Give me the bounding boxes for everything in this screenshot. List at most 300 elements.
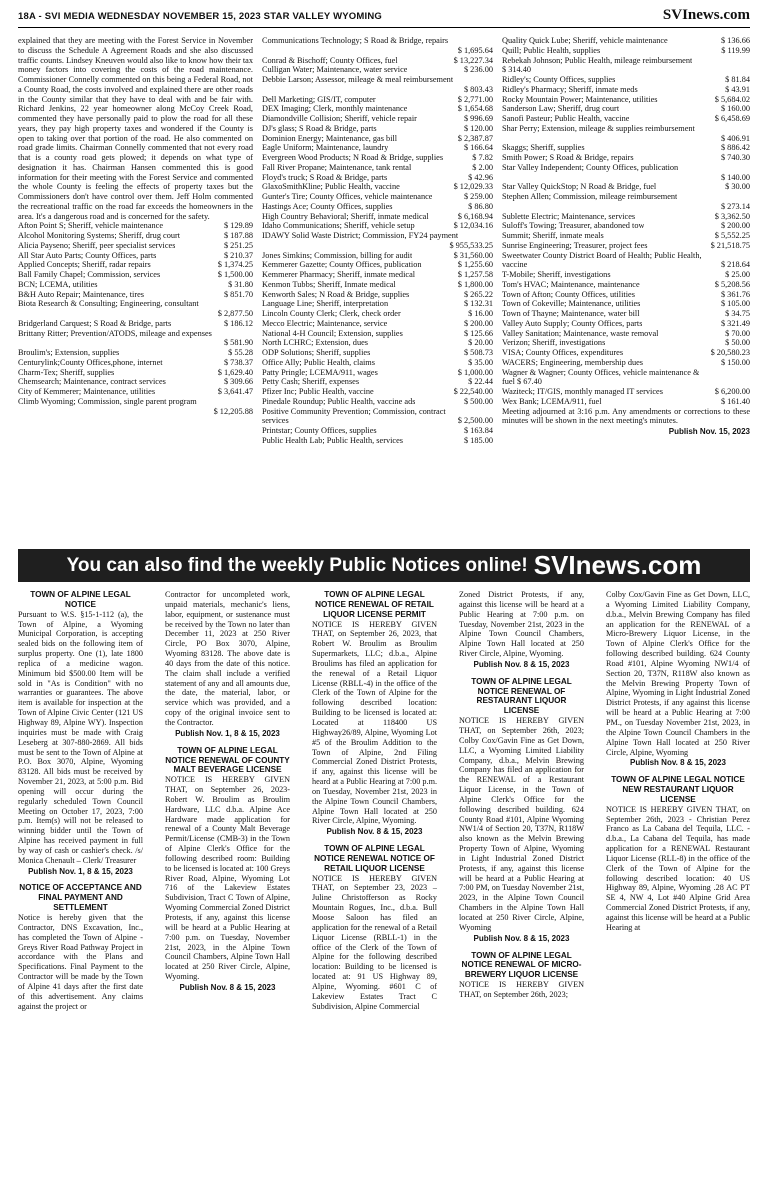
claim-entry	[502, 377, 750, 387]
claim-amount: $ 20,580.23	[710, 348, 750, 357]
claim-entry	[502, 202, 750, 212]
claim-amount: $ 406.91	[720, 133, 750, 143]
claim-amount: $ 16.00	[468, 309, 493, 318]
claim-entry	[262, 368, 493, 378]
claim-entry	[502, 46, 750, 56]
claim-payee: T-Mobile; Sheriff, investigations	[502, 270, 611, 279]
claim-payee: Kenworth Sales; N Road & Bridge, supplies	[262, 289, 410, 299]
claims-list	[18, 221, 253, 416]
claim-entry	[262, 319, 493, 329]
claim-payee: IDAWY Solid Waste District; Commission, FY24 payment	[262, 231, 459, 240]
page-header	[18, 6, 750, 28]
notice-heading: TOWN OF ALPINE LEGAL NOTICE RENEWAL OF COUNTY MALT BEVERAGE LICENSE	[165, 745, 290, 775]
claim-payee: Skaggs; Sheriff, supplies	[502, 143, 585, 153]
minutes-column-3	[502, 36, 750, 546]
claim-entry	[18, 270, 253, 280]
claim-amount: $ 6,458.69	[714, 114, 750, 123]
claim-entry	[18, 387, 253, 397]
claim-entry	[18, 407, 253, 417]
claim-amount: $ 30.00	[725, 182, 750, 192]
claim-entry	[18, 299, 253, 309]
claim-entry	[18, 329, 253, 339]
claim-amount: $ 150.00	[720, 357, 750, 367]
notice-heading: TOWN OF ALPINE LEGAL NOTICE NEW RESTAURANT LIQUOR LICENSE	[611, 775, 745, 804]
claim-amount: $ 86.80	[468, 201, 493, 211]
claim-payee: Town of Afton; County Offices, utilities	[502, 289, 635, 299]
claim-entry	[262, 260, 493, 270]
claim-payee: Verizon; Sheriff, investigations	[502, 338, 606, 348]
claim-amount: $ 120.00	[463, 123, 493, 133]
claim-payee: Petty Cash; Sheriff, expenses	[262, 377, 360, 387]
claim-entry	[502, 348, 750, 358]
online-notices-banner	[18, 549, 750, 582]
claim-entry	[502, 270, 750, 280]
claim-amount: $ 1,629.40	[217, 367, 253, 377]
claim-amount: $ 3,641.47	[217, 387, 253, 396]
claim-entry	[262, 46, 493, 56]
claim-entry	[262, 153, 493, 163]
claim-payee: Charm-Tex; Sheriff, supplies	[18, 367, 115, 377]
claim-amount: $ 2.00	[472, 162, 493, 172]
claim-amount: $ 13,227.34	[453, 55, 493, 65]
claim-entry	[502, 95, 750, 105]
claim-payee: DEX Imaging; Clerk, monthly maintenance	[262, 104, 408, 114]
claim-payee: Smith Power; S Road & Bridge, repairs	[502, 153, 634, 162]
claim-payee: Eagle Uniform; Maintenance, laundry	[262, 143, 389, 153]
notice-body: Notice is hereby given that the Contractor, DNS Excavation, Inc., has completed the Town of Alpine - Greys River Road Pathway Project in accordance with the Plans and Specifications. Final Payment to the Contractor will be made by the Town of Alpine 41 days after the first date of this advertisement. Any claims against the project or	[18, 913, 143, 1011]
claim-payee: Waziteck; IT/GIS, monthly managed IT services	[502, 387, 663, 396]
claim-amount: $ 2,877.50	[217, 309, 253, 318]
claim-payee: Pinedale Roundup; Public Health, vaccine ads	[262, 396, 416, 406]
claim-payee: Printstar; County Offices, supplies	[262, 426, 377, 435]
claim-amount: $ 129.89	[223, 221, 253, 231]
notice-column-4	[459, 590, 584, 1000]
claim-entry	[502, 368, 750, 378]
claim-entry	[262, 182, 493, 192]
claim-payee: Dominion Energy; Maintenance, gas bill	[262, 133, 398, 143]
claim-amount: $ 5,684.02	[714, 94, 750, 104]
claim-amount: $ 81.84	[725, 75, 750, 84]
claim-payee: Fall River Propane; Maintenance, tank rental	[262, 162, 412, 172]
claim-payee: Lincoln County Clerk; Clerk, check order	[262, 309, 401, 318]
claim-amount: $ 6,200.00	[714, 387, 750, 396]
claim-amount: $ 119.99	[721, 45, 750, 55]
claim-payee: Idaho Communications; Sheriff, vehicle setup	[262, 221, 415, 231]
claim-entry	[262, 104, 493, 114]
claim-entry	[18, 348, 253, 358]
notice-heading: TOWN OF ALPINE LEGAL NOTICE	[30, 590, 131, 609]
claim-amount: $ 105.00	[720, 299, 750, 309]
claim-payee: Office Ally; Public Health, claims	[262, 357, 375, 367]
claim-amount: $ 200.00	[720, 221, 750, 231]
minutes-text: explained that they are meeting with the Forest Service in November to discuss the Schedule A Agreement Roads and she also discussed traffic counts. Lindsey Kneuven would also like to know how their tax money factors into covering the costs of the road maintenance. Commissioner Connelly commented on this being a Federal Road, not a County Road, the costs involved and explained there are other roads in the County similar that they have to deal with and be fair with. Richard Jenkins, 22 year homeowner along McCoy Creek Road, commented they have personally paid to plow the road for all these years, they pay high property taxes and wondered if the County is open to taking over that portion of the road. He also commented on road grade limits. Chairman Connelly commented that not every road that is a county road gets plowed; it depends on what type of designation it has. Chairman Hansen commented this is good information for their meeting with the Forest Service and commented the whole County is feeling the effects of property taxes but the Commissioners don't have control over them. Jeff Holm commented the recreational traffic on the road far exceeds the homeowners in the area. It's a dangerous road and is concerned for the safety.	[18, 36, 253, 221]
claim-payee: Sublette Electric; Maintenance, services	[502, 211, 636, 221]
claim-amount: $ 161.40	[720, 396, 750, 406]
claim-payee: Hastings Ace; County Offices, supplies	[262, 201, 393, 211]
notice-body: Pursuant to W.S. §15-1-112 (a), the Town of Alpine, a Wyoming Municipal Corporation, is accepting sealed bids on the following item of surplus property. One (1), late 1800 replica of a medicine wagon. Minimum bid $500.00 Item will be sold in "As is Condition" with no warranties or guarantees. The above item is available for inspection at the Town of Alpine Civic Center (121 US Highway 89, Alpine WY). Inspection inquiries must be made with Craig Leseberg at 307-880-2869. All bids must be sent to the Town of Alpine at P.O. Box 3070, Alpine, Wyoming 83128. All bids must be received by November 21, 2023, at 5:00 p.m. Bid opening will occur during the regularly scheduled Town Council Meeting on October 17, 2023, 7:00 p.m. Item(s) will not be released to winning bidder until the Town of Alpine has received payment in full by way of cash or cashier's check. /s/ Monica Chenault – Clerk/ Treasurer	[18, 609, 143, 865]
claim-payee: Jones Simkins; Commission, billing for audit	[262, 250, 413, 260]
claim-payee: Positive Community Prevention; Commission, contract	[262, 406, 446, 416]
claim-entry	[18, 368, 253, 378]
notice-heading: TOWN OF ALPINE LEGAL NOTICE RENEWAL OF RESTAURANT LIQUOR LICENSE	[471, 676, 572, 716]
claim-entry	[18, 319, 253, 329]
claim-entry	[502, 56, 750, 66]
notice-body: Colby Cox/Gavin Fine as Get Down, LLC, a Wyoming Limited Liability Company, d.b.a., Melvin Brewing Company has filed an application for the RENEWAL of a Micro-Brewery Liquor License, in the Town of Alpine Clerk's Office for the following described building. 624 County Road #101, Alpine Wyoming NW1/4 of Section 20, T37N, R118W also known as the Melvin Brewing Property Town of Alpine, Wyoming in Light Industrial Zoned District Protests, if any against this license will be heard at a Public Hearing at 7:00 PM., on Tuesday November 21st, 2023, in the Alpine Town Council Chambers in the Alpine Town Hall located at 250 River Circle, Alpine, Wyoming	[606, 590, 750, 757]
claim-entry	[262, 290, 493, 300]
notice-publish-date: Publish Nov. 8 & 15, 2023	[326, 827, 423, 837]
claim-entry	[262, 221, 493, 231]
claims-list	[262, 36, 493, 446]
claim-payee: Ball Family Chapel; Commission, services	[18, 270, 161, 279]
claim-amount: $ 2,500.00	[457, 416, 493, 426]
claim-entry	[18, 241, 253, 251]
claim-entry	[502, 173, 750, 183]
claim-payee: National 4-H Council; Extension, supplies	[262, 328, 403, 338]
notice-publish-date: Publish Nov. 1, 8 & 15, 2023	[28, 866, 133, 876]
claim-payee: Suloff's Towing; Treasurer, abandoned tow	[502, 221, 645, 231]
claim-amount: $ 163.84	[463, 426, 493, 435]
claim-entry	[502, 85, 750, 95]
claim-payee: Language Line; Sheriff, interpretation	[262, 299, 389, 309]
notice-publish-date: Publish Nov. 1, 8 & 15, 2023	[175, 728, 280, 738]
claim-amount: $ 187.88	[223, 231, 253, 240]
claim-entry	[502, 192, 750, 202]
claim-amount: $ 361.76	[720, 289, 750, 299]
claim-amount: $ 31.80	[228, 279, 253, 289]
claim-entry	[502, 241, 750, 251]
claim-amount: $ 185.00	[463, 435, 493, 445]
claim-payee: Rocky Mountain Power; Maintenance, utilities	[502, 94, 658, 104]
claim-entry	[18, 397, 253, 407]
notice-column-2	[165, 590, 290, 1000]
claim-entry	[18, 231, 253, 241]
claim-payee: VISA; County Offices, expenditures	[502, 348, 624, 357]
claim-entry	[262, 241, 493, 251]
claim-entry	[502, 329, 750, 339]
claim-entry	[262, 407, 493, 417]
claim-payee: Biota Research & Consulting; Engineering, consultant	[18, 299, 199, 309]
claim-entry	[502, 260, 750, 270]
claim-entry	[502, 114, 750, 124]
claim-payee: Valley Auto Supply; County Offices, parts	[502, 318, 643, 328]
claim-payee: Rebekah Johnson; Public Health, mileage reimbursement	[502, 55, 693, 65]
claim-entry	[18, 221, 253, 231]
claim-entry	[262, 397, 493, 407]
claim-amount: $ 851.70	[223, 289, 253, 299]
claim-entry	[502, 65, 750, 75]
claim-amount: $ 309.66	[223, 377, 253, 387]
claim-entry	[18, 377, 253, 387]
notice-heading: TOWN OF ALPINE LEGAL NOTICE RENEWAL NOTICE OF RETAIL LIQUOR LICENSE	[314, 844, 435, 873]
claim-entry	[262, 143, 493, 153]
notice-column-3	[312, 590, 437, 1011]
claim-payee: DJ's glass; S Road & Bridge, parts	[262, 123, 377, 133]
claim-payee: Wex Bank; LCEMA/911, fuel	[502, 396, 602, 406]
claim-entry	[502, 280, 750, 290]
claim-entry	[262, 416, 493, 426]
claim-amount: $ 186.12	[223, 318, 253, 328]
notice-column-1	[18, 590, 143, 1011]
claim-amount: $ 2,387.87	[457, 133, 493, 143]
claim-entry	[262, 436, 493, 446]
claim-entry	[262, 329, 493, 339]
claim-payee: WACERS; Engineering, membership dues	[502, 357, 644, 367]
notice-heading: TOWN OF ALPINE LEGAL NOTICE RENEWAL OF RETAIL LIQUOR LICENSE PERMIT	[315, 590, 434, 619]
notice-body: NOTICE IS HEREBY GIVEN THAT, on September 23, 2023 – Juline Christofferson as Rocky Mountain Rogues, Inc., d.b.a. Bull Moose Saloon has filed an application for the renewal of a Retail Liquor License (RBLL-1) in the office of the Clerk of the Town of Alpine for the following described location: Building to be licensed is located at: 91 US Highway 89, Alpine, Wyoming. #601 C of Lakeview Estates Tract C Subdivision, Alpine Commercial	[312, 873, 437, 1011]
claim-entry	[262, 270, 493, 280]
claim-entry	[502, 319, 750, 329]
claim-amount: $ 136.66	[720, 36, 750, 45]
banner-site: SVInews.com	[533, 550, 702, 580]
claim-amount: $ 70.00	[725, 328, 750, 338]
claim-payee: Gunter's Tire; County Offices, vehicle maintenance	[262, 192, 433, 201]
notice-body: Contractor for uncompleted work, unpaid materials, mechanic's liens, labor, equipment, or sustenance must be received by the Town no later than December 11, 2023 at 250 River Circle, PO Box 3070, Alpine, Wyoming 83128. The above date is 40 days from the date of this notice. The claim shall include a verified statement of any and all amounts due, the date, the material, labor, or service which was provided, and a copy of the original invoice sent to the Contractor.	[165, 590, 290, 727]
notice-body: Zoned District Protests, if any, against this license will be heard at a Public Hearing at 7:00 p.m. on Tuesday, November 21st, 2023 in the Alpine Town Council Chambers, Alpine Town Hall located at 250 River Circle, Alpine, Wyoming.	[459, 590, 584, 659]
claim-entry	[262, 163, 493, 173]
claim-payee: vaccine	[502, 260, 528, 270]
claim-entry	[262, 85, 493, 95]
claim-entry	[262, 114, 493, 124]
claim-amount: $ 35.00	[468, 357, 493, 367]
claim-entry	[502, 397, 750, 407]
claim-amount: $ 955,533.25	[449, 240, 493, 250]
page-folio: 18A - SVI MEDIA WEDNESDAY NOVEMBER 15, 2023 STAR VALLEY WYOMING	[18, 11, 382, 22]
claim-payee: Conrad & Bischoff; County Offices, fuel	[262, 55, 398, 65]
claim-payee: Wagner & Wagner; County Offices, vehicle maintenance &	[502, 367, 700, 377]
claim-amount: $ 200.00	[463, 318, 493, 328]
claim-payee: $ 314.40	[502, 65, 532, 75]
claim-entry	[262, 358, 493, 368]
claim-amount: $ 22,540.00	[453, 387, 493, 396]
claim-entry	[262, 309, 493, 319]
claim-amount: $ 1,654.68	[457, 104, 493, 114]
claim-payee: Brittany Ritter; Prevention/ATODS, mileage and expenses	[18, 328, 212, 338]
claim-payee: ODP Solutions; Sheriff, supplies	[262, 348, 371, 357]
claim-amount: $ 5,552.25	[714, 231, 750, 240]
claim-entry	[18, 290, 253, 300]
notice-publish-date: Publish Nov. 8 & 15, 2023	[473, 933, 570, 943]
claim-payee: Valley Sanitation; Maintenance, waste removal	[502, 328, 659, 338]
claim-entry	[18, 309, 253, 319]
claim-payee: Shar Perry; Extension, mileage & supplies reimbursement	[502, 123, 695, 133]
claim-payee: Ridley's; County Offices, supplies	[502, 75, 616, 84]
claim-payee: Sanofi Pasteur; Public Health, vaccine	[502, 114, 630, 123]
claim-entry	[262, 377, 493, 387]
claim-amount: $ 738.37	[223, 357, 253, 367]
claim-entry	[262, 280, 493, 290]
claim-payee: Culligan Water; Maintenance, water service	[262, 65, 408, 75]
claim-entry	[502, 299, 750, 309]
claim-payee: BCN; LCEMA, utilities	[18, 279, 98, 289]
claim-entry	[262, 75, 493, 85]
claim-payee: Climb Wyoming; Commission, single parent program	[18, 396, 197, 406]
claim-amount: $ 236.00	[463, 65, 493, 75]
notice-body: NOTICE IS HEREBY GIVEN THAT, on September 26, 2023, that Robert W. Broulim as Broulim Supermarkets, LLC; d.b.a., Alpine Broulims has filed an application for the renewal of a Retail Liquor License (RBLL-4) in the office of the Clerk of the Town of Alpine for the following described location: Building to be licensed is located at: Located at 118400 US Highway26/89, Alpine, Wyoming Lot #5 of the Broulim Addition to the Town of Alpine, 2nd Filing Commercial Zoned District Protests, if any, against this license will be heard at a Public Hearing at 7:00 p.m. on Tuesday, November 21st, 2023 in the Alpine Town Council Chambers, Alpine Town Hall located at 250 River Circle, Alpine, Wyoming.	[312, 619, 437, 826]
notice-body: NOTICE IS HEREBY GIVEN THAT, on September 26, 2023- Robert W. Broulim as Broulim Hardware, LLC d.b.a. Alpine Ace Hardware made application for renewal of a County Malt Beverage Permit/License (CMB-3) in the Town of Alpine Clerk's Office for the following described room: Building to be licensed is located at: 100 Greys River Road, Alpine, Wyoming Lot 716 of the Lakeview Estates Subdivision, Tract C Town of Alpine, Wyoming Commercial Zoned District Protests, if any, against this license will be heard at a Public Hearing at 7:00 p.m. on Tuesday, November 21st, 2023, in the Alpine Town Council Chambers, Alpine Town Hall located at 250 River Circle, Alpine, Wyoming.	[165, 775, 290, 982]
claim-amount: $ 55.28	[228, 348, 253, 357]
claim-amount: $ 12,034.16	[453, 221, 493, 231]
claim-amount: $ 5,208.56	[714, 279, 750, 289]
claim-entry	[502, 387, 750, 397]
claim-payee: Alicia Payseno; Sheriff, peer specialist services	[18, 240, 176, 250]
claim-entry	[18, 338, 253, 348]
claim-payee: Town of Cokeville; Maintenance, utilities	[502, 299, 641, 309]
claim-amount: $ 6,168.94	[457, 211, 493, 221]
claim-amount: $ 321.49	[720, 318, 750, 328]
claim-entry	[262, 212, 493, 222]
claim-payee: Kenmon Tubbs; Sheriff, Inmate medical	[262, 279, 396, 289]
claim-entry	[502, 358, 750, 368]
claim-entry	[502, 124, 750, 134]
claim-entry	[262, 56, 493, 66]
claim-amount: $ 508.73	[463, 348, 493, 357]
claim-entry	[502, 231, 750, 241]
claim-payee: Kemmerer Gazette; County Offices, publication	[262, 260, 422, 270]
claim-payee: Broulim's; Extension, supplies	[18, 348, 120, 357]
claim-amount: $ 7.82	[472, 153, 493, 162]
claim-payee: Diamondville Collision; Sheriff, vehicle repair	[262, 114, 417, 123]
claim-amount: $ 1,255.60	[457, 260, 493, 270]
notice-publish-date: Publish Nov. 8 & 15, 2023	[473, 659, 570, 669]
claim-amount: $ 1,800.00	[457, 279, 493, 289]
claim-payee: City of Kemmerer; Maintenance, utilities	[18, 387, 156, 396]
minutes-column-1	[18, 36, 253, 546]
claim-amount: $ 132.31	[463, 299, 493, 309]
claim-amount: $ 166.64	[463, 143, 493, 153]
claim-amount: $ 3,362.50	[714, 211, 750, 221]
claim-payee: fuel $ 67.40	[502, 377, 542, 387]
claim-amount: $ 1,695.64	[457, 45, 493, 55]
claim-amount: $ 265.22	[463, 289, 493, 299]
claim-entry	[262, 192, 493, 202]
claim-payee: Applied Concepts; Sheriff, radar repairs	[18, 260, 151, 270]
claim-entry	[262, 387, 493, 397]
claim-amount: $ 1,374.25	[217, 260, 253, 270]
claim-amount: $ 22.44	[468, 377, 493, 387]
claim-amount: $ 1,257.58	[457, 270, 493, 279]
claim-payee: Patty Pringle; LCEMA/911, wages	[262, 367, 378, 377]
claim-amount: $ 251.25	[223, 240, 253, 250]
claim-entry	[18, 358, 253, 368]
site-name: SVInews.com	[662, 7, 750, 23]
claim-payee: Quill; Public Health, supplies	[502, 45, 601, 55]
claim-amount: $ 43.91	[725, 84, 750, 94]
claim-payee: Alcohol Monitoring Systems; Sheriff, drug court	[18, 231, 181, 240]
claim-entry	[502, 153, 750, 163]
claim-entry	[502, 104, 750, 114]
claim-entry	[502, 75, 750, 85]
claim-payee: Ridley's Pharmacy; Sheriff, inmate meds	[502, 84, 638, 94]
claim-payee: Pfizer Inc; Public Health, vaccine	[262, 387, 374, 396]
claim-entry	[262, 173, 493, 183]
claim-payee: Town of Thayne; Maintenance, water bill	[502, 309, 640, 318]
notice-body: NOTICE IS HEREBY GIVEN THAT, on September 26th, 2023 - Christian Perez Franco as La Cabana del Tequila, LLC. - d.b.a., La Cabana del Tequila, has made application for a RENEWAL Restaurant Liquor License (RLL-8) in the office of the Clerk of the Town of Alpine for the following described location: 40 US Highway 89, Alpine, Wyoming .28 AC PT SE 4, NW 4, Lot #40 Alpine Grid Area Commercial Zoned District Protests, if any, against this license will be heard at a Public Hearing at	[606, 804, 750, 932]
claim-payee: Star Valley Independent; County Offices, publication	[502, 162, 679, 172]
claim-payee: Summit; Sheriff, inmate meals	[502, 231, 604, 240]
claim-amount: $ 2,771.00	[457, 94, 493, 104]
claim-entry	[502, 163, 750, 173]
notice-column-5	[606, 590, 750, 933]
notice-body: NOTICE IS HEREBY GIVEN THAT, on September 26th, 2023;	[459, 980, 584, 999]
claim-amount: $ 12,205.88	[213, 406, 253, 416]
claim-payee: Chemsearch; Maintenance, contract services	[18, 377, 166, 387]
claim-payee: Public Health Lab; Public Health, services	[262, 435, 404, 445]
claim-entry	[262, 348, 493, 358]
claim-amount: $ 160.00	[720, 104, 750, 114]
claim-entry	[502, 309, 750, 319]
claim-payee: Communications Technology; S Road & Bridge, repairs	[262, 36, 449, 45]
claim-entry	[262, 65, 493, 75]
claim-entry	[262, 134, 493, 144]
claim-payee: Bridgerland Carquest; S Road & Bridge, parts	[18, 318, 172, 328]
publish-date: Publish Nov. 15, 2023	[668, 427, 750, 436]
claim-amount: $ 210.37	[223, 250, 253, 260]
claim-amount: $ 34.75	[725, 309, 750, 318]
notice-heading: NOTICE OF ACCEPTANCE AND FINAL PAYMENT AND SETTLEMENT	[19, 883, 142, 913]
claim-entry	[502, 221, 750, 231]
notice-heading: TOWN OF ALPINE LEGAL NOTICE RENEWAL OF MICRO-BREWERY LIQUOR LICENSE	[461, 950, 582, 980]
banner-text: You can also find the weekly Public Notices online!	[66, 554, 528, 576]
claim-entry	[502, 251, 750, 261]
claim-payee: Kemmerer Pharmacy; Sheriff, inmate medical	[262, 270, 416, 279]
claim-entry	[262, 95, 493, 105]
claim-amount: $ 740.30	[720, 153, 750, 162]
claim-payee: Quality Quick Lube; Sheriff, vehicle maintenance	[502, 36, 668, 45]
claim-payee: Debbie Larson; Assessor, mileage & meal reimbursement	[262, 75, 454, 84]
claim-amount: $ 500.00	[463, 396, 493, 406]
claim-payee: Floyd's truck; S Road & Bridge, parts	[262, 172, 388, 182]
claim-payee: services	[262, 416, 289, 426]
claim-entry	[262, 426, 493, 436]
claim-payee: Star Valley QuickStop; N Road & Bridge, fuel	[502, 182, 657, 192]
claim-payee: Sweetwater County District Board of Health; Public Health,	[502, 250, 702, 260]
claim-entry	[502, 143, 750, 153]
claim-payee: Centurylink;County Offices,phone, internet	[18, 357, 163, 367]
claim-payee: North LCHRC; Extension, dues	[262, 338, 369, 348]
claim-payee: High Country Behavioral; Sheriff, inmate medical	[262, 211, 429, 221]
claim-amount: $ 1,000.00	[457, 367, 493, 377]
claim-amount: $ 12,029.33	[453, 182, 493, 192]
claim-amount: $ 259.00	[463, 192, 493, 201]
claim-amount: $ 125.66	[463, 328, 493, 338]
claim-entry	[262, 338, 493, 348]
claim-entry	[262, 36, 493, 46]
claim-payee: Evergreen Wood Products; N Road & Bridge, supplies	[262, 153, 444, 162]
claim-entry	[18, 280, 253, 290]
claim-entry	[502, 182, 750, 192]
claim-entry	[262, 124, 493, 134]
claim-amount: $ 25.00	[725, 270, 750, 279]
claim-amount: $ 1,500.00	[217, 270, 253, 279]
claim-payee: Dell Marketing; GIS/IT, computer	[262, 94, 376, 104]
claim-entry	[502, 290, 750, 300]
minutes-column-2	[262, 36, 493, 546]
claims-list	[502, 36, 750, 407]
claim-payee: GlaxoSmithKline; Public Health, vaccine	[262, 182, 400, 192]
claim-payee: Afton Point S; Sheriff, vehicle maintenance	[18, 221, 164, 231]
claim-amount: $ 20.00	[468, 338, 493, 348]
claim-entry	[18, 260, 253, 270]
claim-entry	[262, 251, 493, 261]
claim-amount: $ 581.90	[223, 338, 253, 348]
claim-payee: Sanderson Law; Sheriff, drug court	[502, 104, 620, 114]
claim-payee: B&H Auto Repair; Maintenance, tires	[18, 289, 145, 299]
claim-payee: Mecco Electric; Maintenance, service	[262, 318, 388, 328]
claim-entry	[262, 202, 493, 212]
claim-entry	[502, 338, 750, 348]
claim-payee: Stephen Allen; Commission, mileage reimbursement	[502, 192, 678, 201]
claim-amount: $ 50.00	[725, 338, 750, 348]
